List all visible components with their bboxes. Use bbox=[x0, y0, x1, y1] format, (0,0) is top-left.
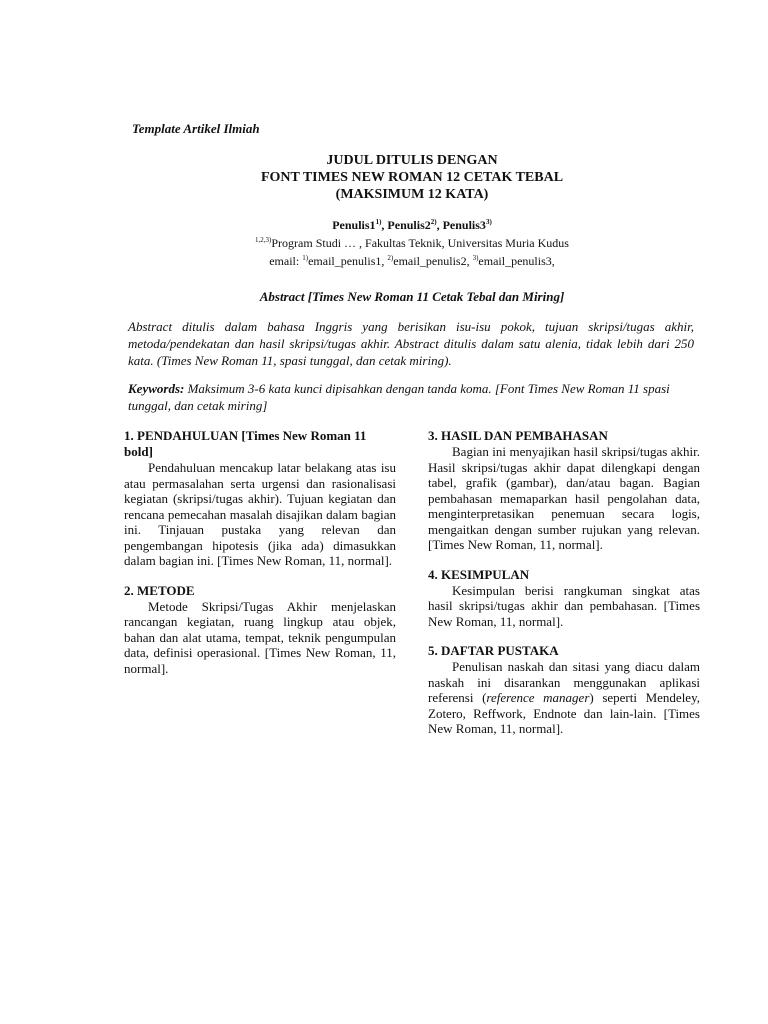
email-label: email: bbox=[269, 254, 303, 268]
section-heading-metode: 2. METODE bbox=[124, 582, 195, 598]
pustaka-text-em: reference manager bbox=[486, 690, 590, 705]
keywords-label: Keywords: bbox=[128, 381, 185, 396]
keywords-text: Maksimum 3-6 kata kunci dipisahkan dengan tanda koma. [Font Times New Roman 11 spasi tunggal, dan cetak miring] bbox=[128, 381, 670, 413]
email-2-sup: 2) bbox=[387, 254, 394, 262]
email-3: email_penulis3, bbox=[478, 254, 555, 268]
section-heading-daftar-pustaka: 5. DAFTAR PUSTAKA bbox=[428, 643, 559, 658]
author-list bbox=[112, 218, 712, 233]
section-heading-hasil: 3. HASIL DAN PEMBAHASAN bbox=[428, 428, 608, 443]
abstract-body: Abstract ditulis dalam bahasa Inggris yang berisikan isu-isu pokok, tujuan skripsi/tugas akhir, metoda/pendekatan dan hasil skripsi/tugas akhir. Abstract ditulis dalam satu alenia, tidak lebih dari 250 kata. (Times New Roman 11, spasi tunggal, dan cetak miring). bbox=[128, 319, 694, 368]
keywords bbox=[128, 380, 694, 414]
email-line bbox=[112, 251, 712, 269]
right-column bbox=[428, 428, 700, 751]
affiliation-sup: 1,2,3) bbox=[255, 236, 272, 244]
title-line-1: JUDUL DITULIS DENGAN bbox=[326, 153, 498, 168]
section-heading-pendahuluan: 1. PENDAHULUAN [Times New Roman 11 bold] bbox=[124, 428, 367, 459]
title-line-2: FONT TIMES NEW ROMAN 12 CETAK TEBAL bbox=[260, 170, 564, 185]
affiliation-block bbox=[112, 233, 712, 269]
section-body-pendahuluan: Pendahuluan mencakup latar belakang atas isu atau permasalahan serta urgensi dan rasionalisasi kegiatan (skripsi/tugas akhir). Tujuan kegiatan dan rencana pemecahan masalah disajikan dalam bagian ini. Tinjauan pustaka yang relevan dan pengembangan hipotesis (jika ada) dimasukkan dalam bagian ini. [Times New Roman, 11, normal]. bbox=[124, 460, 396, 568]
author-3-sup: 3) bbox=[485, 218, 492, 226]
email-1-sup: 1) bbox=[302, 254, 309, 262]
section-body-hasil: Bagian ini menyajikan hasil skripsi/tugas akhir. Hasil skripsi/tugas akhir dapat dilengkapi dengan tabel, grafik (gambar), dan/atau bagan. Bagian pembahasan memaparkan hasil pengolahan data, menginterpretasikan penemuan secara logis, mengaitkan dengan sumber rujukan yang relevan. [Times New Roman, 11, normal]. bbox=[428, 444, 700, 552]
pustaka-text-before: Penulisan naskah dan sitasi yang diacu dalam naskah ini disarankan menggunakan aplikasi referensi ( bbox=[428, 659, 700, 705]
author-2-sup: 2) bbox=[430, 218, 437, 226]
author-2: Penulis2 bbox=[387, 218, 431, 232]
abstract-heading: Abstract [Times New Roman 11 Cetak Tebal dan Miring] bbox=[259, 289, 565, 304]
author-1: Penulis1 bbox=[332, 218, 376, 232]
affiliation-text: Program Studi … , Fakultas Teknik, Universitas Muria Kudus bbox=[271, 236, 569, 250]
author-3: Penulis3 bbox=[442, 218, 486, 232]
pustaka-text-after: ) seperti Mendeley, Zotero, Reffwork, Endnote dan lain-lain. [Times New Roman, 11, normal]. bbox=[428, 690, 700, 736]
author-1-sup: 1) bbox=[375, 218, 382, 226]
email-2: email_penulis2, bbox=[393, 254, 473, 268]
author-separator: , bbox=[381, 218, 388, 232]
section-body-daftar-pustaka bbox=[428, 659, 700, 737]
template-label: Template Artikel Ilmiah bbox=[132, 121, 260, 136]
author-separator: , bbox=[436, 218, 443, 232]
email-3-sup: 3) bbox=[472, 254, 479, 262]
article-title bbox=[112, 152, 712, 203]
section-heading-kesimpulan: 4. KESIMPULAN bbox=[428, 566, 530, 582]
affiliation-line bbox=[112, 233, 712, 251]
title-line-3: (MAKSIMUM 12 KATA) bbox=[335, 187, 489, 202]
section-body-kesimpulan: Kesimpulan berisi rangkuman singkat atas hasil skripsi/tugas akhir dan pembahasan. [Times New Roman, 11, normal]. bbox=[428, 582, 700, 629]
section-body-metode: Metode Skripsi/Tugas Akhir menjelaskan rancangan kegiatan, ruang lingkup atau objek, bahan dan alat utama, tempat, teknik pengumpulan data, definisi operasional. [Times New Roman, 11, normal]. bbox=[124, 598, 396, 676]
email-1: email_penulis1, bbox=[308, 254, 388, 268]
left-column bbox=[124, 428, 396, 690]
